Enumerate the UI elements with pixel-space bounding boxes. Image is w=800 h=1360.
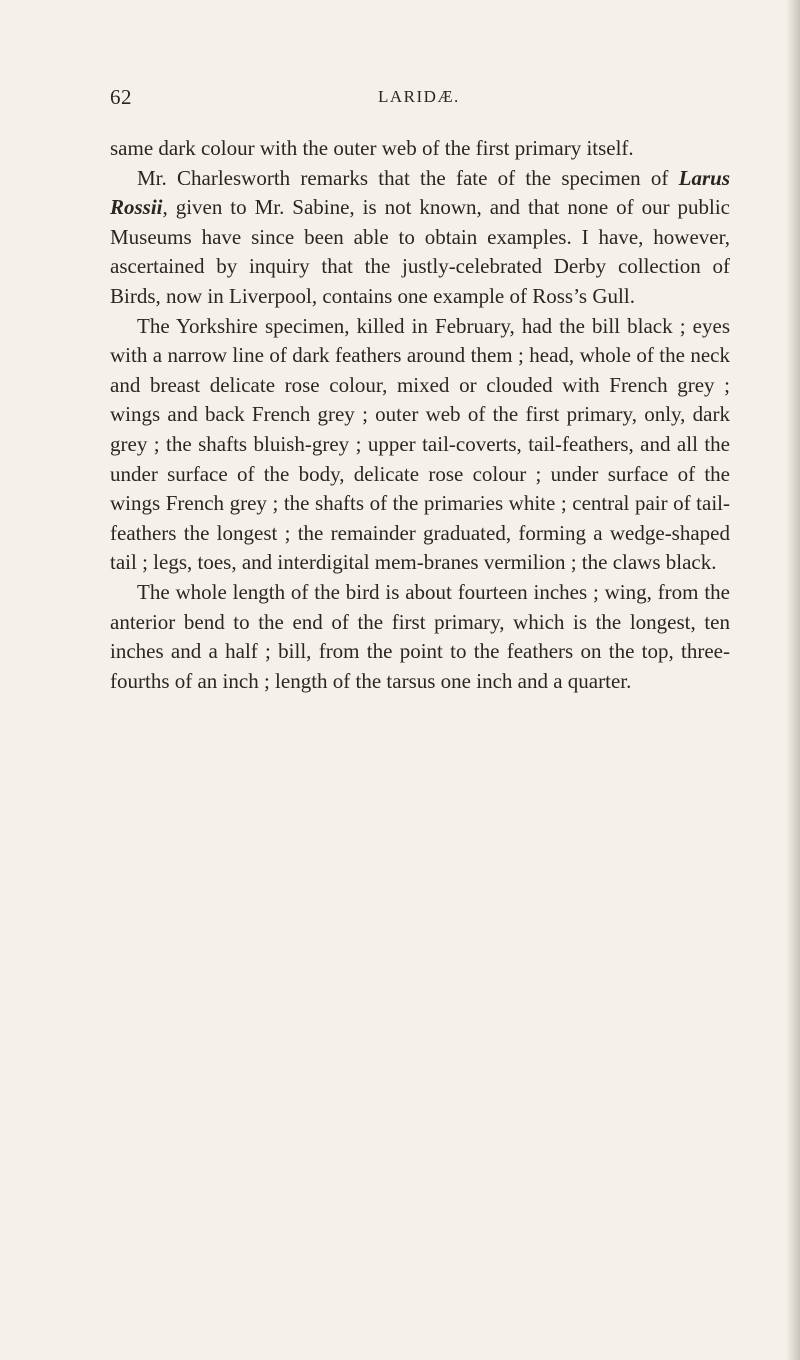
paragraph-text: Mr. Charlesworth remarks that the fate of the specimen of <box>137 165 679 190</box>
body-text <box>110 134 730 696</box>
paragraph-yorkshire-specimen: The Yorkshire specimen, killed in February, had the bill black ; eyes with a narrow line of dark feathers around them ; head, whole of the neck and breast delicate rose colour, mixed or clouded with French grey ; wings and back French grey ; outer web of the first primary, only, dark grey ; the shafts bluish-grey ; upper tail-coverts, tail-feathers, and all the under surface of the body, delicate rose colour ; under surface of the wings French grey ; the shafts of the primaries white ; central pair of tail-feathers the longest ; the remainder graduated, forming a wedge-shaped tail ; legs, toes, and interdigital mem-branes vermilion ; the claws black. <box>110 313 730 575</box>
paragraph-measurements: The whole length of the bird is about fourteen inches ; wing, from the anterior bend to the end of the first primary, which is the longest, ten inches and a half ; bill, from the point to the feathers on the top, three-fourths of an inch ; length of the tarsus one inch and a quarter. <box>110 579 730 693</box>
page-header <box>110 85 730 115</box>
page-edge-shadow <box>786 0 800 1360</box>
page-number: 62 <box>110 85 132 109</box>
paragraph-text: , given to Mr. Sabine, is not known, and that none of our public Museums have since been able to obtain examples. I have, however, ascertained by inquiry that the justly-celebrated Derby collection of Birds, now in Liverpool, contains one example of Ross’s Gull. <box>110 195 730 308</box>
paragraph-charlesworth <box>110 164 730 312</box>
running-head: LARIDÆ. <box>378 87 460 106</box>
species-name: Larus Rossii <box>110 165 730 220</box>
paragraph-continuation: same dark colour with the outer web of the first primary itself. <box>110 136 634 160</box>
